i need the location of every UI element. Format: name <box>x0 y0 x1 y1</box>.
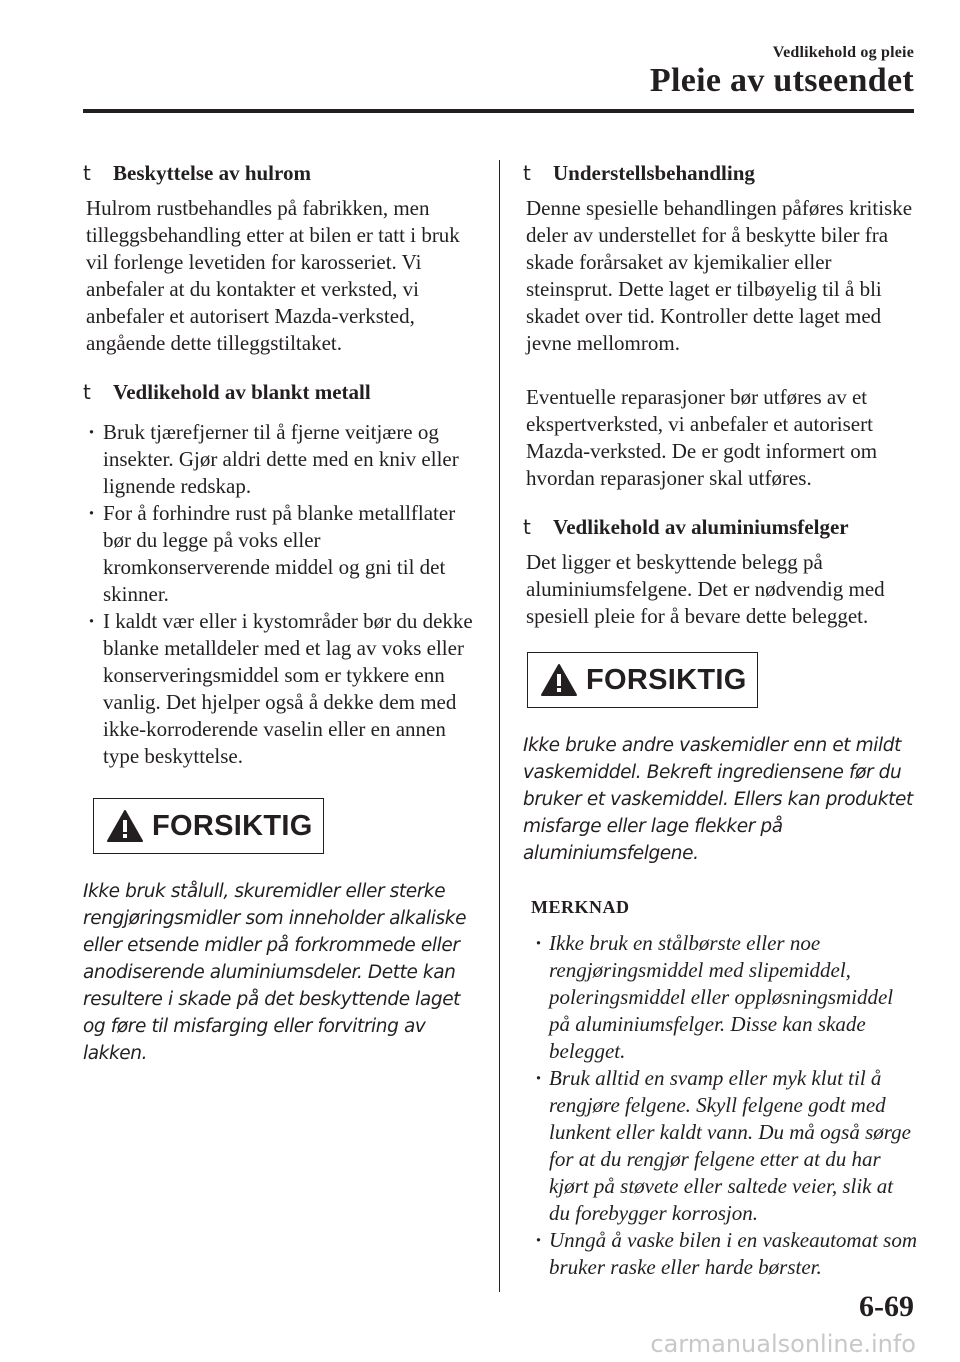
note-title: MERKNAD <box>531 897 630 917</box>
list-item <box>535 930 918 1065</box>
caution-label: FORSIKTIG <box>152 809 313 842</box>
section-marker-icon: t <box>523 515 531 539</box>
bullet-list <box>83 419 475 770</box>
caution-label-box <box>93 798 324 854</box>
bullet-icon: · <box>535 1066 543 1090</box>
section-heading-aluminum-wheels <box>523 512 918 542</box>
section-body: Hulrom rustbehandles på fabrikken, men tilleggsbehandling etter at bilen er tatt i bruk vil forlenge levetiden for karosseriet. Vi anbefaler at du kontakter et verksted, vi anbefaler et autorisert Mazda-verksted, angående dette tilleggstiltaket. <box>86 196 460 355</box>
column-divider <box>499 160 500 1292</box>
page-title: Pleie av utseendet <box>649 62 914 99</box>
right-column <box>523 158 918 1281</box>
section-title: Understellsbehandling <box>553 161 755 185</box>
section-body: Denne spesielle behandlingen påføres kritiske deler av understellet for å beskytte biler fra skade forårsaket av kjemikalier eller steinsprut. Dette laget er tilbøyelig til å bli skadet over tid. Kontroller dette laget med jevne mellomrom. <box>526 196 913 355</box>
bullet-icon: · <box>88 501 96 525</box>
list-item-text: Unngå å vaske bilen i en vaskeautomat som bruker raske eller harde børster. <box>549 1228 918 1279</box>
header-rule <box>83 109 914 113</box>
chapter-title: Vedlikehold og pleie <box>772 44 914 61</box>
list-item <box>535 1065 918 1227</box>
list-item-text: Ikke bruk en stålbørste eller noe rengjøringsmiddel med slipemiddel, poleringsmiddel eller oppløsningsmiddel på aluminiumsfelger. Disse kan skade belegget. <box>549 931 894 1063</box>
section-heading-undercoating <box>523 158 918 188</box>
warning-triangle-icon <box>540 663 578 697</box>
note-list <box>523 930 918 1281</box>
section-title: Beskyttelse av hulrom <box>113 161 311 185</box>
section-title: Vedlikehold av blankt metall <box>113 380 371 404</box>
section-body: Eventuelle reparasjoner bør utføres av et ekspertverksted, vi anbefaler et autorisert Mazda-verksted. De er godt informert om hvordan reparasjoner skal utføres. <box>526 385 878 490</box>
bullet-icon: · <box>535 1228 543 1252</box>
list-item <box>88 608 475 770</box>
list-item-text: For å forhindre rust på blanke metallflater bør du legge på voks eller kromkonserverende middel og gni til det skinner. <box>103 501 456 606</box>
bullet-icon: · <box>535 931 543 955</box>
section-marker-icon: t <box>83 380 91 404</box>
list-item-text: Bruk alltid en svamp eller myk klut til å rengjøre felgene. Skyll felgene godt med lunkent eller kaldt vann. Du må også sørge for at du rengjør felgene etter at du har kjørt på støvete eller saltede veier, slik at du forebygger korrosjon. <box>549 1066 911 1225</box>
section-heading-cavity-protection <box>83 158 475 188</box>
watermark: carmanualsonline.info <box>650 1330 916 1358</box>
bullet-icon: · <box>88 609 96 633</box>
list-item <box>88 500 475 608</box>
left-column <box>83 158 475 1067</box>
section-marker-icon: t <box>523 161 531 185</box>
warning-triangle-icon <box>106 809 144 843</box>
section-heading-bright-metal <box>83 377 475 407</box>
caution-label: FORSIKTIG <box>586 663 747 696</box>
bullet-icon: · <box>88 420 96 444</box>
caution-text: Ikke bruke andre vaskemidler enn et mildt vaskemiddel. Bekreft ingrediensene før du bruker et vaskemiddel. Ellers kan produktet misfarge eller lage flekker på aluminiumsfelgene. <box>523 735 913 864</box>
list-item-text: I kaldt vær eller i kystområder bør du dekke blanke metalldeler med et lag av voks eller konserveringsmiddel som er tykkere enn vanlig. Det hjelper også å dekke dem med ikke-korroderende vaselin eller en annen type beskyttelse. <box>103 609 473 768</box>
caution-text: Ikke bruk stålull, skuremidler eller sterke rengjøringsmidler som inneholder alkaliske eller etsende midler på forkrommede eller anodiserende aluminiumsdeler. Dette kan resultere i skade på det beskyttende laget og føre til misfarging eller forvitring av lakken. <box>83 881 467 1064</box>
list-item <box>535 1227 918 1281</box>
section-title: Vedlikehold av aluminiumsfelger <box>553 515 849 539</box>
section-marker-icon: t <box>83 161 91 185</box>
list-item-text: Bruk tjærefjerner til å fjerne veitjære og insekter. Gjør aldri dette med en kniv eller lignende redskap. <box>103 420 459 498</box>
list-item <box>88 419 475 500</box>
section-body: Det ligger et beskyttende belegg på aluminiumsfelgene. Det er nødvendig med spesiell pleie for å bevare dette belegget. <box>526 550 885 628</box>
caution-label-box <box>527 652 758 708</box>
page-number: 6-69 <box>859 1290 914 1323</box>
